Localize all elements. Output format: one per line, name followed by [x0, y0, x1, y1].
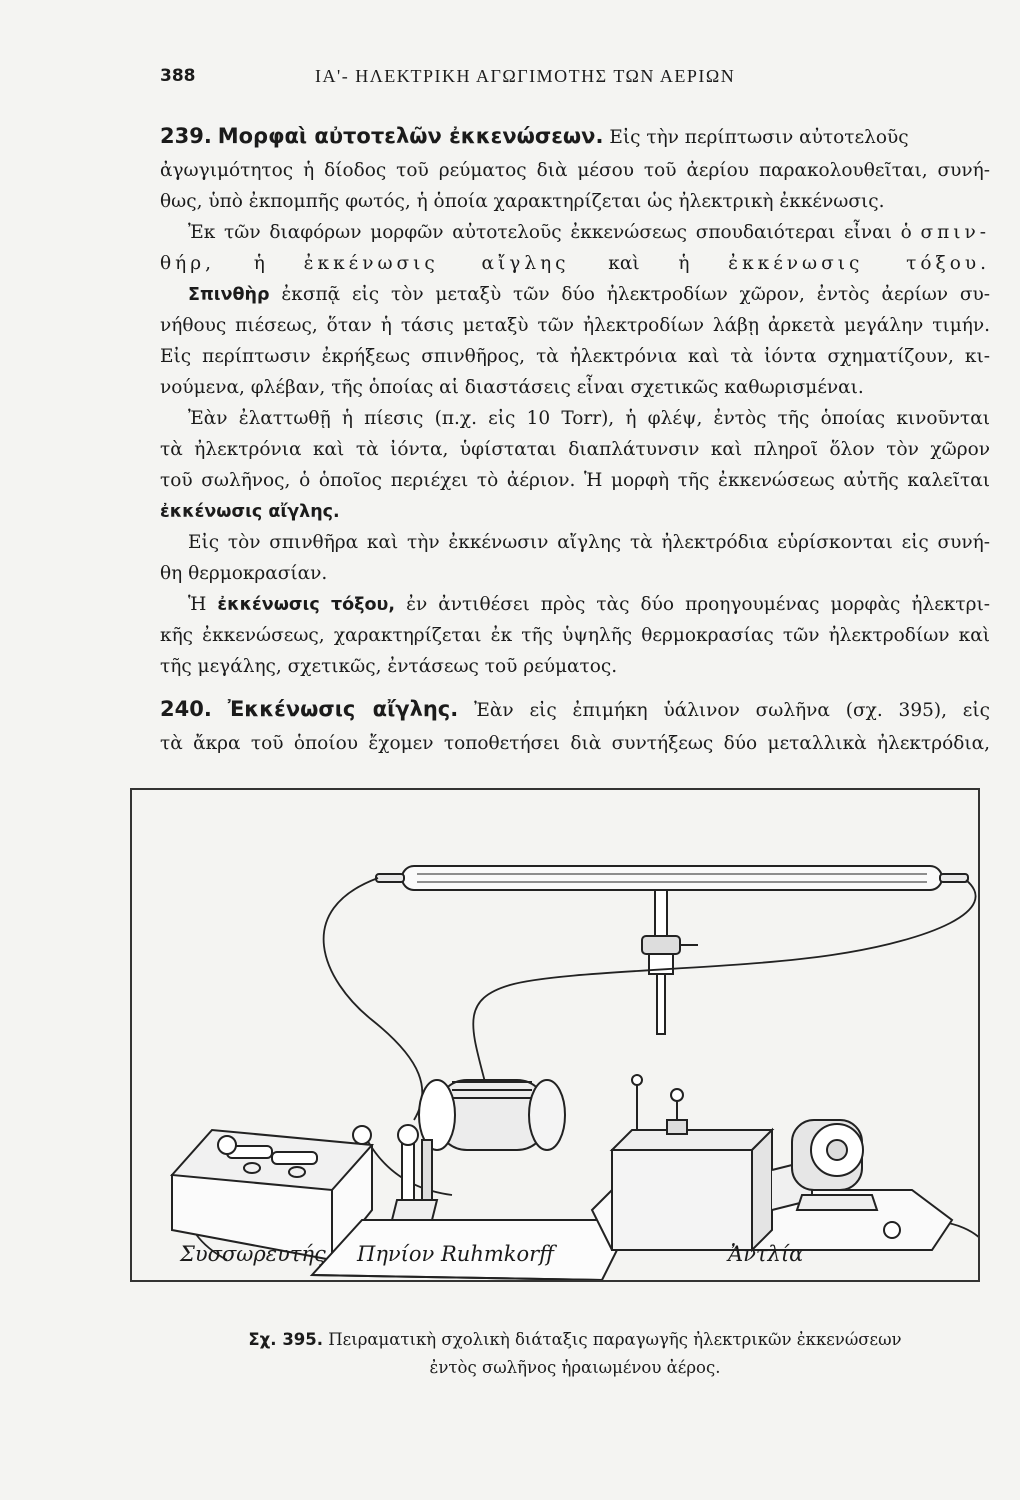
text-line: Ἐὰν ἐλαττωθῇ ἡ πίεσις (π.χ. εἰς 10 Torr), ἡ φλέψ, ἐντὸς τῆς ὁποίας κινοῦνται	[188, 408, 990, 429]
label-pump: Ἀντλία	[728, 1242, 804, 1266]
text-span: Ἐκ τῶν διαφόρων μορφῶν αὐτοτελοῦς ἐκκενώσεως σπουδαιότεραι εἶναι ὁ	[188, 222, 912, 243]
text-line: θως, ὑπὸ ἐκπομπῆς φωτός, ἡ ὁποία χαρακτηρίζεται ὡς ἠλεκτρικὴ ἐκκένωσις.	[160, 191, 885, 212]
text-span: ἡ	[253, 253, 265, 274]
term-glow-discharge: ἐκκένωσις αἴγλης	[303, 253, 570, 274]
text-line	[160, 279, 990, 310]
text-line: τοῦ σωλῆνος, ὁ ὁποῖος περιέχει τὸ ἀέριον. Ἡ μορφὴ τῆς ἐκκενώσεως αὐτῆς καλεῖται	[160, 470, 990, 491]
section-239-heading-line	[160, 117, 990, 155]
text-line: ἀγωγιμότητος ἡ δίοδος τοῦ ρεύματος διὰ μέσου τοῦ ἀερίου παρακολουθεῖται, συνή-	[160, 160, 990, 181]
text-span: καὶ ἡ	[608, 253, 690, 274]
text-line: κῆς ἐκκενώσεως, χαρακτηρίζεται ἐκ τῆς ὑψηλῆς θερμοκρασίας τῶν ἠλεκτροδίων καὶ	[160, 625, 990, 646]
text-line	[160, 589, 990, 620]
text-line: Εἰς τὴν περίπτωσιν αὐτοτελοῦς	[609, 127, 909, 148]
text-span: ἐν ἀντιθέσει πρὸς τὰς δύο προηγουμένας μορφὰς ἠλεκτρι-	[406, 594, 990, 615]
figure-395	[130, 788, 980, 1282]
section-240-title: Ἐκκένωσις αἴγλης.	[227, 697, 459, 721]
page-number: 388	[160, 66, 196, 86]
text-line: Εἰς τὸν σπινθῆρα καὶ τὴν ἐκκένωσιν αἴγλης τὰ ἠλεκτρόδια εὑρίσκονται εἰς συνή-	[188, 532, 990, 553]
running-title: ΙΑ'- ΗΛΕΚΤΡΙΚΗ ΑΓΩΓΙΜΟΤΗΣ ΤΩΝ ΑΕΡΙΩΝ	[315, 66, 736, 86]
term-spinther-start: σπιν-	[920, 222, 990, 243]
label-battery: Συσσωρευτής	[180, 1242, 326, 1266]
section-239	[160, 117, 990, 682]
text-line	[160, 496, 990, 527]
apparatus-illustration	[132, 790, 978, 1280]
term-arc-discharge: ἐκκένωσις τόξου.	[728, 253, 990, 274]
text-line: Εἰς περίπτωσιν ἐκρήξεως σπινθῆρος, τὰ ἠλεκτρόνια καὶ τὰ ἰόντα σχηματίζουν, κι-	[160, 346, 990, 367]
caption-number: Σχ. 395.	[248, 1330, 324, 1349]
section-240-number: 240.	[160, 697, 212, 721]
text-line	[160, 217, 990, 248]
text-span: ἐκσπᾷ εἰς τὸν μεταξὺ τῶν δύο ἠλεκτροδίων χῶρον, ἐντὸς ἀερίων συ-	[281, 284, 990, 305]
term-spark: Σπινθὴρ	[188, 285, 270, 305]
text-span: Ἐὰν εἰς ἐπιμήκη ὑάλινον σωλῆνα (σχ. 395), εἰς	[474, 700, 990, 721]
text-line: νήθους πιέσεως, ὅταν ἡ τάσις μεταξὺ τῶν ἠλεκτροδίων λάβῃ ἀρκετὰ μεγάλην τιμήν.	[160, 315, 990, 336]
section-239-title: Μορφαὶ αὐτοτελῶν ἐκκενώσεων.	[217, 124, 604, 148]
label-ruhmkorff-coil: Πηνίον Ruhmkorff	[357, 1242, 555, 1266]
section-239-number: 239.	[160, 124, 212, 148]
battery-accumulator-icon	[172, 1126, 372, 1260]
page-header	[160, 66, 980, 96]
text-line: νούμενα, φλέβαν, τῆς ὁποίας αἱ διαστάσεις εἶναι σχετικῶς καθωρισμέναι.	[160, 377, 864, 398]
caption-text: Πειραματικὴ σχολικὴ διάταξις παραγωγῆς ἠλεκτρικῶν ἐκκενώσεων	[328, 1330, 902, 1349]
caption-line	[160, 1326, 990, 1354]
text-line: τὰ ἄκρα τοῦ ὁποίου ἔχομεν τοποθετήσει διὰ συντήξεως δύο μεταλλικὰ ἠλεκτρόδια,	[160, 733, 990, 754]
discharge-tube-icon	[376, 866, 968, 1034]
term-arc-discharge-bold: ἐκκένωσις τόξου,	[217, 595, 396, 615]
figure-caption	[160, 1326, 990, 1382]
section-240-heading-line	[160, 690, 990, 728]
text-line: τὰ ἠλεκτρόνια καὶ τὰ ἰόντα, ὑφίσταται διαπλάτυνσιν καὶ πληροῖ ὅλον τὸν χῶρον	[160, 439, 990, 460]
text-span: Ἡ	[188, 594, 207, 615]
section-240	[160, 690, 990, 759]
term-spinther-end: θήρ,	[160, 253, 215, 274]
text-line	[160, 248, 990, 279]
text-line: τῆς μεγάλης, σχετικῶς, ἐντάσεως τοῦ ρεύματος.	[160, 656, 618, 677]
text-line: θη θερμοκρασίαν.	[160, 563, 328, 584]
caption-line: ἐντὸς σωλῆνος ἠραιωμένου ἀέρος.	[429, 1358, 721, 1377]
air-pump-icon	[592, 1075, 952, 1250]
term-glow-discharge-bold: ἐκκένωσις αἴγλης.	[160, 502, 340, 522]
